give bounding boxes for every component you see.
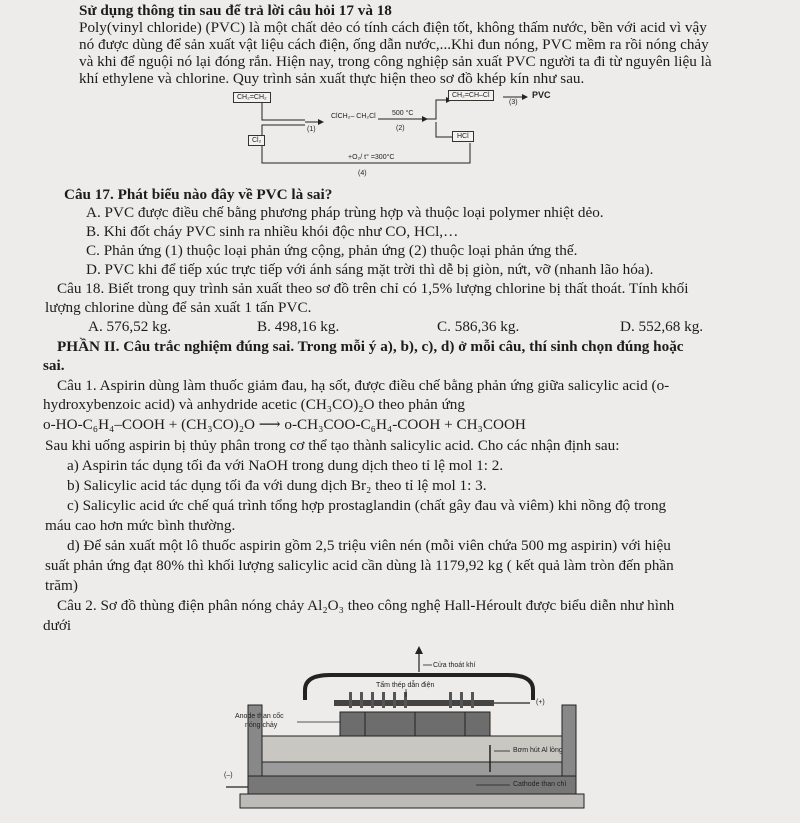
q17-option-a: A. PVC được điều chế bằng phương pháp trùng hợp và thuộc loại polymer nhiệt dẻo.	[86, 204, 604, 221]
c1-statement-d-2: suất phản ứng đạt 80% thì khối lượng salicylic acid cần dùng là 1179,92 kg ( kết quả làm tròn đến phần	[45, 557, 674, 574]
c2-line-2: dưới	[43, 617, 72, 634]
c1-statement-c-2: máu cao hơn mức bình thường.	[45, 517, 236, 534]
q18-option-a: A. 576,52 kg.	[88, 318, 172, 335]
c1-line-2: hydroxybenzoic acid) và anhydride acetic (CH₃CO)₂O theo phản ứng	[43, 396, 465, 413]
gas-outlet-label: Cửa thoát khí	[433, 662, 476, 669]
q17-option-c: C. Phản ứng (1) thuộc loại phản ứng cộng, phản ứng (2) thuộc loại phản ứng thế.	[86, 242, 578, 259]
plus-terminal-label: (+)	[536, 699, 545, 706]
steel-plate-label: Tấm thép dẫn điện	[376, 682, 435, 689]
step-4-label: (4)	[358, 170, 367, 177]
anode-label-1: Anode than cốc	[235, 713, 284, 720]
c2-line-1: Câu 2. Sơ đồ thùng điện phân nóng chảy Al₂O₃ theo công nghệ Hall-Héroult được biểu diễn như hình	[57, 597, 675, 614]
pump-label: Bơm hút Al lỏng	[513, 747, 563, 754]
c1-line-1: Câu 1. Aspirin dùng làm thuốc giảm đau, hạ sốt, được điều chế bằng phản ứng giữa salicylic acid (o-	[57, 377, 670, 394]
vinyl-chloride-box: CH₂=CH–Cl	[448, 90, 494, 101]
c1-statement-c-1: c) Salicylic acid ức chế quá trình tổng hợp prostaglandin (chất gây đau và viêm) khi nồng độ trong	[67, 497, 667, 514]
c1-reaction: o-HO-C₆H₄–COOH + (CH₃CO)₂O ⟶ o-CH₃COO-C₆H₄-COOH + CH₃COOH	[43, 416, 526, 433]
q17-option-d: D. PVC khi để tiếp xúc trực tiếp với ánh sáng mặt trời thì dễ bị giòn, nứt, vỡ (nhanh lão hóa).	[86, 261, 654, 278]
minus-terminal-label: (–)	[224, 772, 233, 779]
q17-stem: Câu 17. Phát biểu nào đây về PVC là sai?	[64, 186, 333, 203]
dichloroethane-label: ClCH₂– CH₂Cl	[331, 113, 376, 120]
oxidation-condition: +O₂/ t° =300°C	[348, 154, 395, 161]
q18-option-c: C. 586,36 kg.	[437, 318, 520, 335]
q18-stem-2: lượng chlorine dùng để sản xuất 1 tấn PVC.	[45, 299, 312, 316]
c1-statement-b: b) Salicylic acid tác dụng tối đa với dung dịch Br₂ theo tỉ lệ mol 1: 3.	[67, 477, 487, 494]
intro-line-4: khí ethylene và chlorine. Quy trình sản xuất thực hiện theo sơ đồ khép kín như sau.	[79, 70, 585, 87]
ethylene-box: CH₂=CH₂	[233, 92, 271, 103]
step-1-label: (1)	[307, 126, 316, 133]
intro-line-2: nó được dùng để sản xuất vật liệu cách điện, ống dẫn nước,...Khi đun nóng, PVC mềm ra rồi nóng chảy	[79, 36, 709, 53]
cathode-label: Cathode than chì	[513, 781, 567, 788]
step-2-label: (2)	[396, 125, 405, 132]
c1-statement-d-1: d) Để sản xuất một lô thuốc aspirin gồm 2,5 triệu viên nén (mỗi viên chứa 500 mg aspirin) với hiệu	[67, 537, 671, 554]
anode-label-2: nóng chảy	[245, 722, 278, 729]
c1-statement-d-3: trăm)	[45, 577, 78, 594]
q18-stem-1: Câu 18. Biết trong quy trình sản xuất theo sơ đồ trên chỉ có 1,5% lượng chlorine bị thất thoát. Tính khối	[57, 280, 689, 297]
intro-line-1: Poly(vinyl chloride) (PVC) là một chất dẻo có tính cách điện tốt, không thấm nước, bền với acid vì vậy	[79, 19, 707, 36]
chlorine-box: Cl₂	[248, 135, 265, 146]
c1-line-3: Sau khi uống aspirin bị thủy phân trong cơ thể tạo thành salicylic acid. Cho các nhận định sau:	[45, 437, 620, 454]
q18-option-b: B. 498,16 kg.	[257, 318, 340, 335]
part2-title-1: PHẦN II. Câu trắc nghiệm đúng sai. Trong mỗi ý a), b), c), d) ở mỗi câu, thí sinh chọn đúng hoặc	[57, 338, 684, 355]
temperature-label: 500 °C	[392, 110, 414, 117]
hcl-box: HCl	[452, 131, 474, 142]
pvc-label: PVC	[532, 90, 551, 100]
section-header: Sử dụng thông tin sau để trả lời câu hỏi 17 và 18	[79, 2, 392, 19]
q18-option-d: D. 552,68 kg.	[620, 318, 704, 335]
q17-option-b: B. Khi đốt cháy PVC sinh ra nhiều khói độc như CO, HCl,…	[86, 223, 459, 240]
c1-statement-a: a) Aspirin tác dụng tối đa với NaOH trong dung dịch theo tỉ lệ mol 1: 2.	[67, 457, 504, 474]
intro-line-3: và khi để nguội nó lại đóng rắn. Hiện nay, trong công nghiệp sản xuất PVC người ta đi từ nguyên liệu là	[79, 53, 712, 70]
part2-title-2: sai.	[43, 357, 65, 374]
step-3-label: (3)	[509, 99, 518, 106]
